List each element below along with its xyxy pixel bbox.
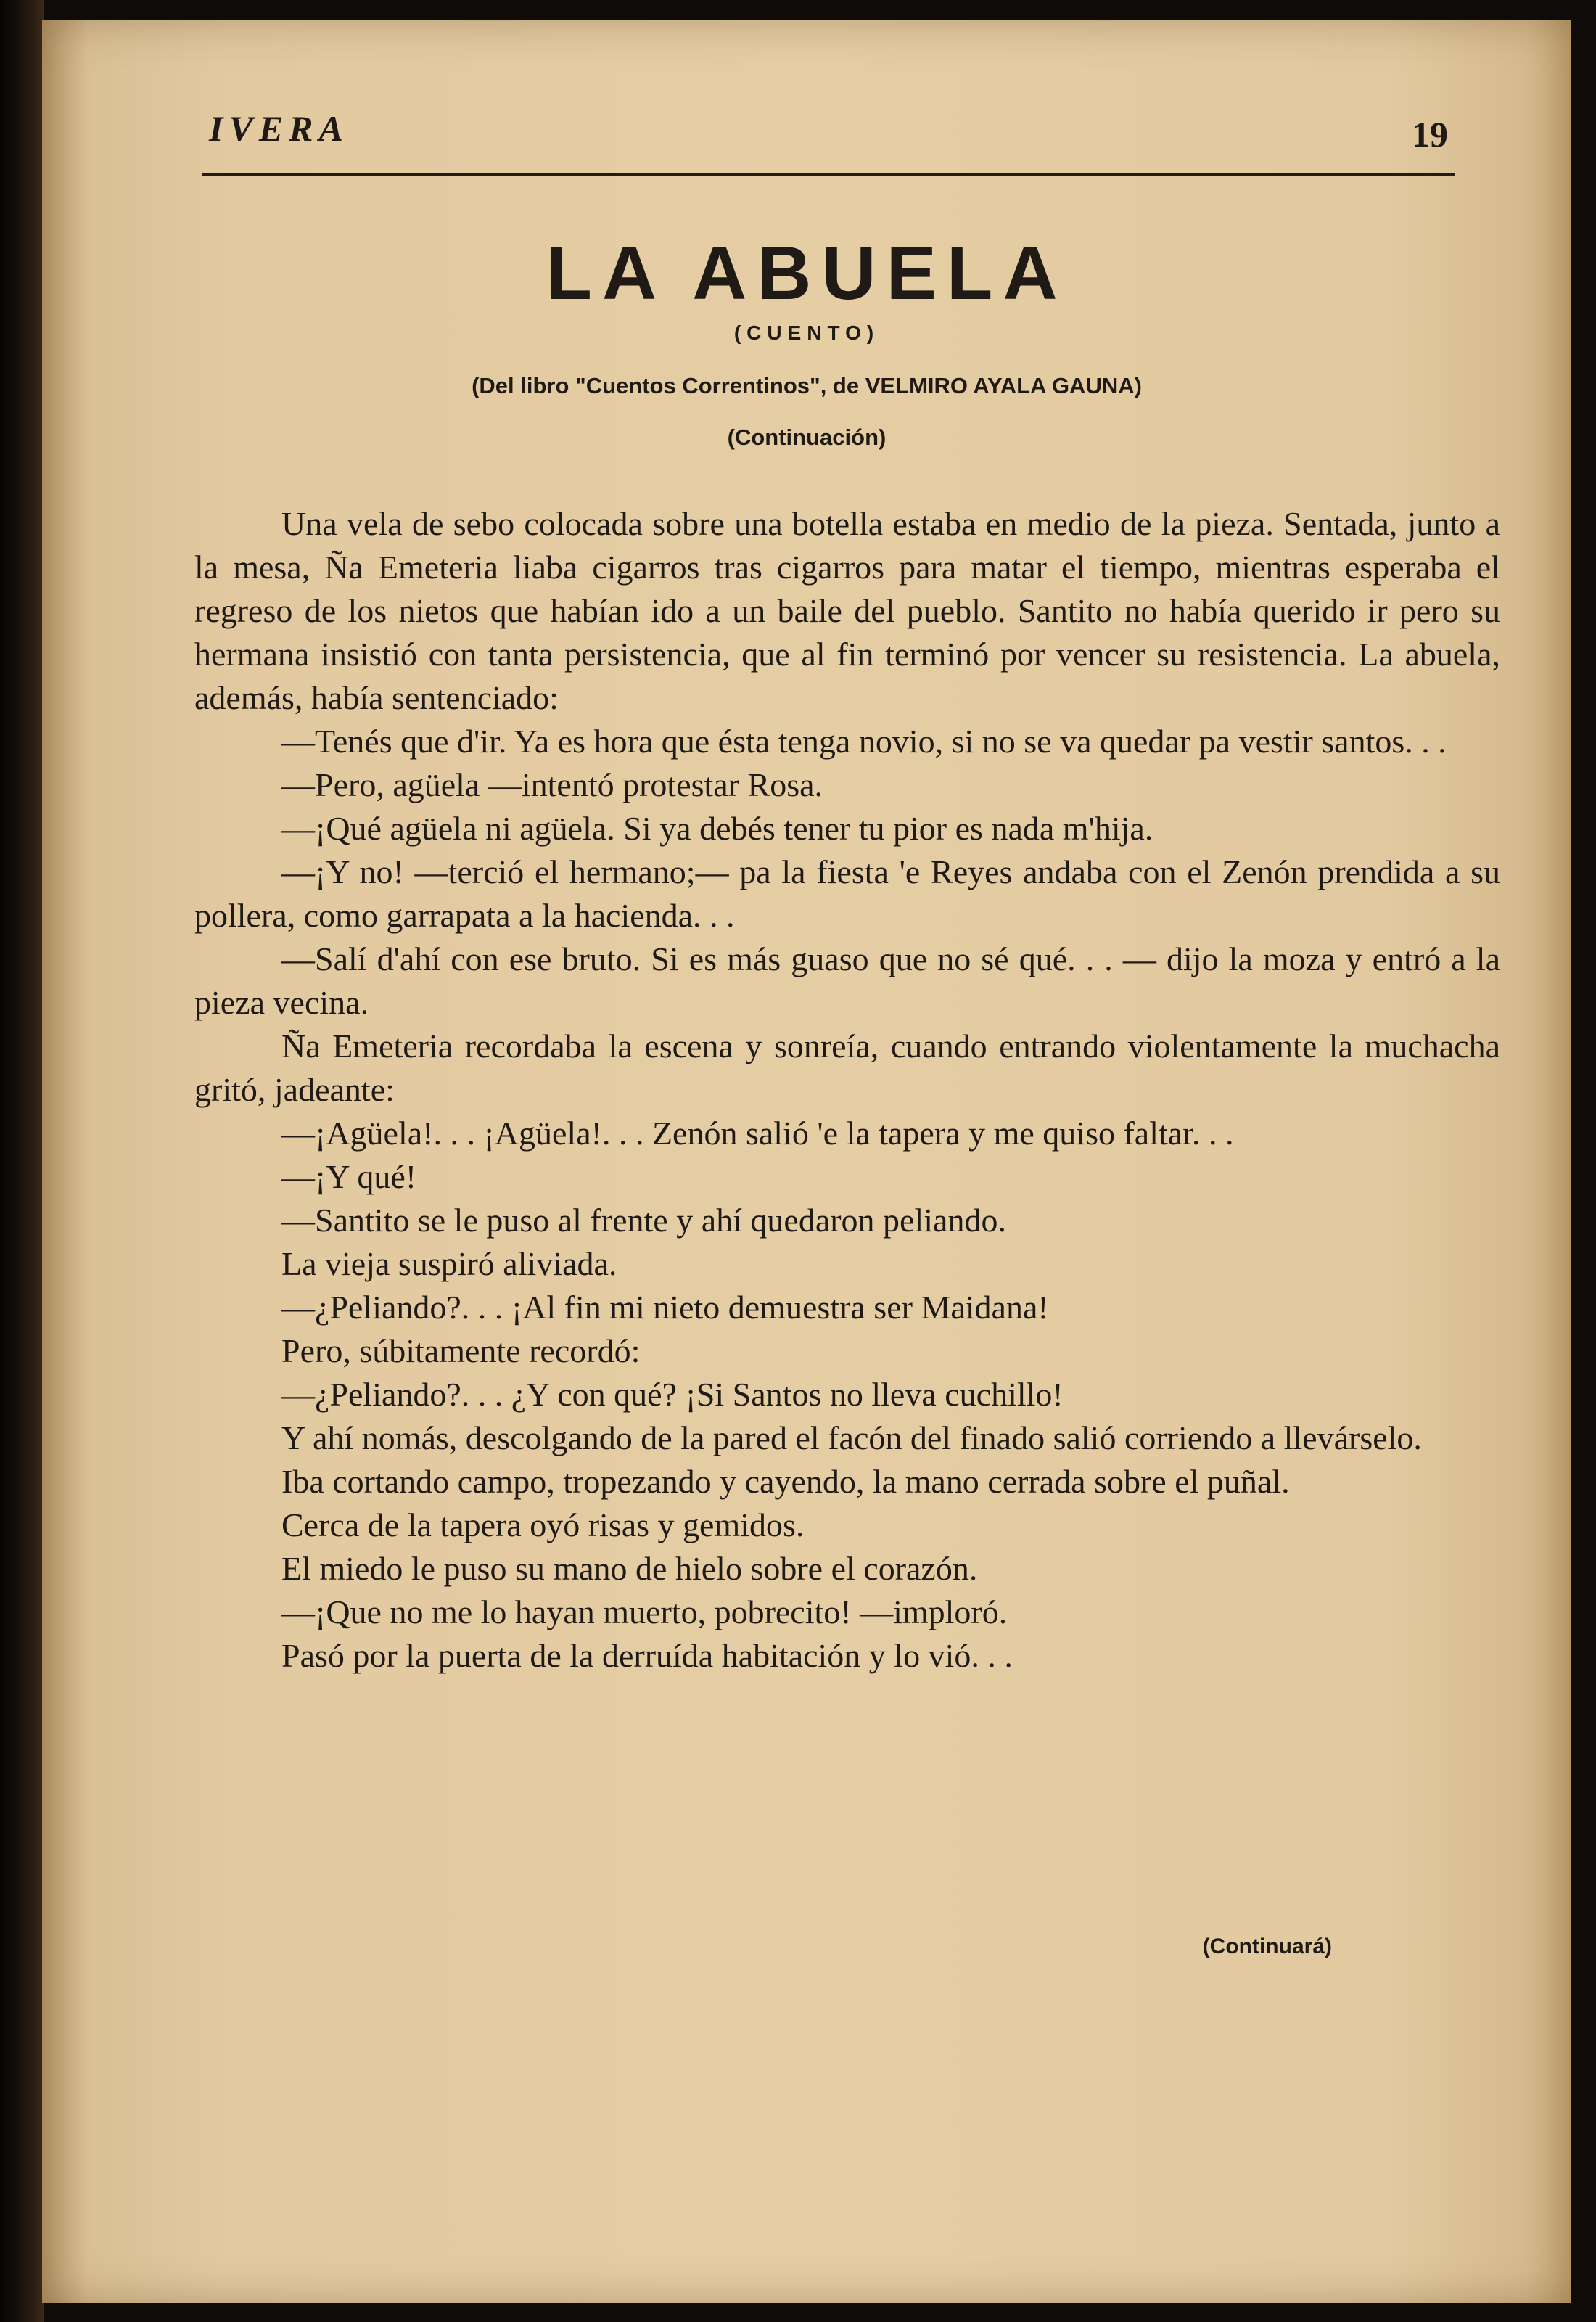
running-head: IVERA <box>209 108 349 149</box>
article-source: (Del libro "Cuentos Correntinos", de VELMIRO AYALA GAUNA) <box>472 373 1142 398</box>
paragraph: —¡Y qué! <box>281 1158 417 1195</box>
article-subtitle: (CUENTO) <box>733 321 880 344</box>
paragraph: El miedo le puso su mano de hielo sobre el corazón. <box>281 1550 978 1587</box>
book-gutter <box>0 0 44 2322</box>
article-body <box>194 502 1500 1678</box>
paragraph: Pero, súbitamente recordó: <box>281 1332 641 1369</box>
page-number: 19 <box>1412 114 1448 155</box>
paragraph: —Santito se le puso al frente y ahí quedaron peliando. <box>281 1202 1006 1239</box>
paragraph: —Salí d'ahí con ese bruto. Si es más guaso que no sé qué. . . — dijo la moza y entró a la pieza vecina. <box>194 940 1500 1021</box>
paragraph: Ña Emeteria recordaba la escena y sonreía, cuando entrando violentamente la muchacha gritó, jadeante: <box>194 1027 1500 1108</box>
paragraph: —¿Peliando?. . . ¡Al fin mi nieto demuestra ser Maidana! <box>281 1289 1049 1326</box>
continued-note: (Continuará) <box>1202 1935 1332 1958</box>
paragraph: Cerca de la tapera oyó risas y gemidos. <box>281 1506 805 1543</box>
paragraph: —Tenés que d'ir. Ya es hora que ésta tenga novio, si no se va quedar pa vestir santos. . . <box>281 723 1447 760</box>
paragraph: —¡Que no me lo hayan muerto, pobrecito! —imploró. <box>281 1593 1008 1630</box>
paragraph: Pasó por la puerta de la derruída habitación y lo vió. . . <box>281 1637 1013 1674</box>
paragraph: Y ahí nomás, descolgando de la pared el facón del finado salió corriendo a llevárselo. <box>281 1419 1422 1456</box>
paragraph: Iba cortando campo, tropezando y cayendo, la mano cerrada sobre el puñal. <box>281 1463 1290 1500</box>
article-title: LA ABUELA <box>546 231 1068 316</box>
paragraph: —¡Y no! —terció el hermano;— pa la fiesta 'e Reyes andaba con el Zenón prendida a su pollera, como garrapata a la hacienda. . . <box>194 853 1500 934</box>
paragraph: La vieja suspiró aliviada. <box>281 1245 617 1282</box>
page <box>42 20 1571 2303</box>
paragraph: —Pero, agüela —intentó protestar Rosa. <box>281 766 823 803</box>
paragraph: —¡Agüela!. . . ¡Agüela!. . . Zenón salió 'e la tapera y me quiso faltar. . . <box>281 1115 1234 1152</box>
continuation-note: (Continuación) <box>727 424 887 450</box>
header-rule <box>202 173 1455 176</box>
paragraph: —¿Peliando?. . . ¿Y con qué? ¡Si Santos no lleva cuchillo! <box>281 1376 1064 1413</box>
paragraph: —¡Qué agüela ni agüela. Si ya debés tener tu pior es nada m'hija. <box>281 810 1153 847</box>
paragraph: Una vela de sebo colocada sobre una botella estaba en medio de la pieza. Sentada, junto a la mesa, Ña Emeteria liaba cigarros tras cigarros para matar el tiempo, mientras esperaba el regreso de los nietos que habían ido a un baile del pueblo. Santito no había querido ir pero su hermana insistió con tanta persistencia, que al fin terminó por vencer su resistencia. La abuela, además, había sentenciado: <box>194 505 1500 716</box>
